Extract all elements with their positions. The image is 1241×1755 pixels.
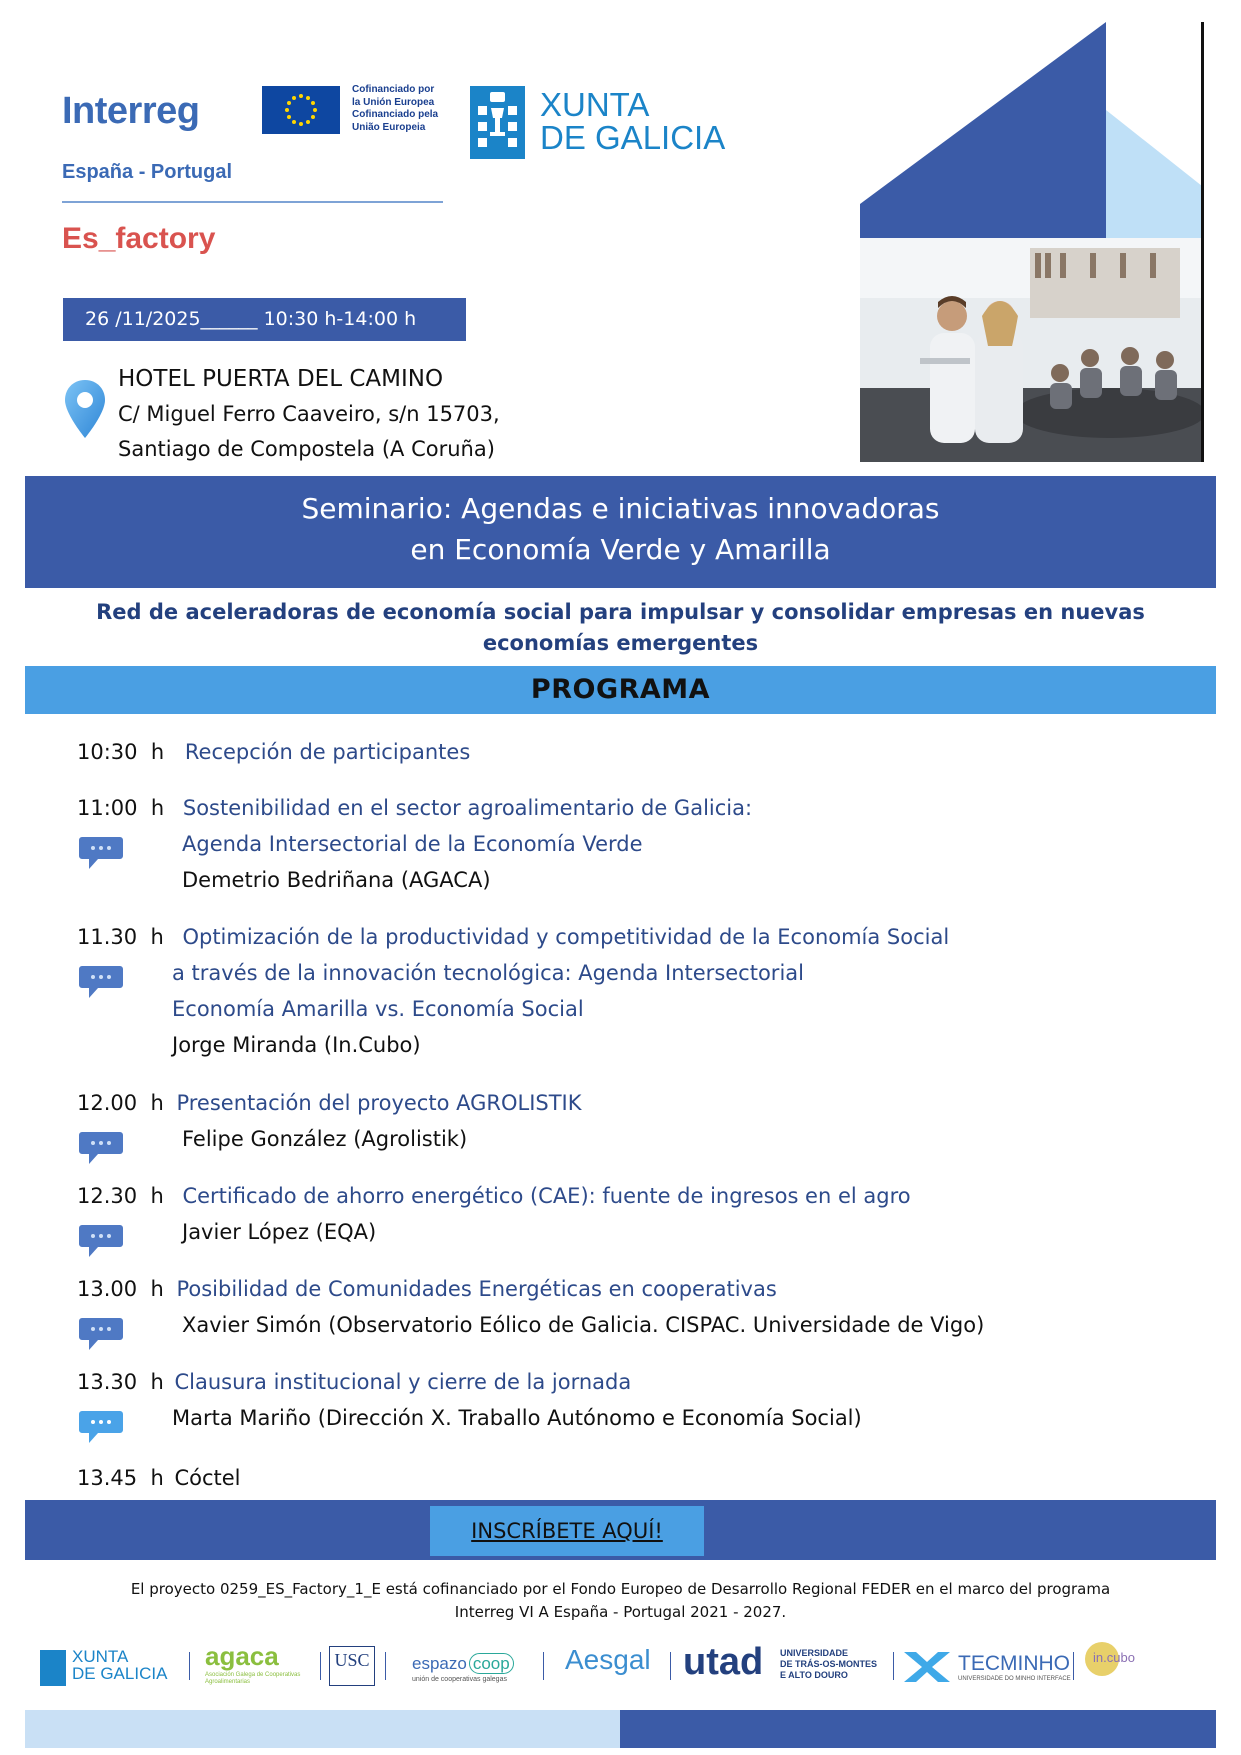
cofinanced-line: Cofinanciado pela <box>352 109 439 120</box>
speech-bubble-icon <box>78 964 124 1004</box>
program-speaker: Demetrio Bedriñana (AGACA) <box>182 868 491 892</box>
divider <box>1201 22 1204 462</box>
incubo-logo: in.cubo <box>1093 1650 1135 1665</box>
program-title: Economía Amarilla vs. Economía Social <box>172 997 584 1021</box>
speech-bubble-icon <box>78 1130 124 1170</box>
interreg-region: España - Portugal <box>62 161 233 183</box>
program-item <box>77 793 752 823</box>
program-item <box>77 1463 241 1493</box>
subtitle-line: economías emergentes <box>482 631 759 655</box>
interreg-logo: Interreg <box>62 90 200 132</box>
xunta-logo-text <box>540 88 725 154</box>
xunta-line: DE GALICIA <box>540 119 726 156</box>
cofinanced-text <box>352 84 462 134</box>
venue-block <box>118 362 500 467</box>
program-title: Sostenibilidad en el sector agroalimentario de Galicia: <box>182 796 753 820</box>
divider <box>1073 1652 1074 1680</box>
aesgal-logo: Aesgal <box>565 1644 651 1675</box>
agaca-subtitle: Asociación Galega de Cooperativas Agroalimentarias <box>205 1672 301 1685</box>
program-title: Clausura institucional y cierre de la jornada <box>174 1370 632 1394</box>
program-time: 13.30 h <box>77 1370 164 1394</box>
divider <box>62 201 443 203</box>
funding-note-line: El proyecto 0259_ES_Factory_1_E está cofinanciado por el Fondo Europeo de Desarrollo Regional FEDER en el marco del programa <box>130 1580 1111 1598</box>
venue-address-line: C/ Miguel Ferro Caaveiro, s/n 15703, <box>118 402 500 426</box>
tecminho-subtitle: UNIVERSIDADE DO MINHO INTERFACE <box>958 1676 1071 1682</box>
program-title: Optimización de la productividad y competitividad de la Economía Social <box>182 925 950 949</box>
divider <box>189 1652 190 1680</box>
program-item <box>77 1274 777 1304</box>
program-title: Certificado de ahorro energético (CAE): fuente de ingresos en el agro <box>182 1184 911 1208</box>
utad-logo: utad <box>683 1641 764 1683</box>
program-item <box>77 922 949 952</box>
tecminho-icon <box>902 1650 952 1689</box>
program-title: Agenda Intersectorial de la Economía Verde <box>182 832 643 856</box>
tecminho-logo: TECMINHO <box>958 1652 1070 1675</box>
program-title: Presentación del proyecto AGROLISTIK <box>176 1091 582 1115</box>
utad-subtitle <box>780 1648 877 1681</box>
espazo-coop-logo <box>412 1654 514 1674</box>
program-time: 13.00 h <box>77 1277 164 1301</box>
espazo-text: espazo <box>412 1654 467 1673</box>
footer-bar-dark <box>620 1710 1216 1748</box>
espazo-subtitle: unión de cooperativas galegas <box>412 1676 507 1683</box>
register-button[interactable]: INSCRÍBETE AQUÍ! <box>430 1506 704 1556</box>
footer-bar-light <box>25 1710 620 1748</box>
divider <box>543 1652 544 1680</box>
program-time: 12.00 h <box>77 1091 164 1115</box>
program-title: a través de la innovación tecnológica: Agenda Intersectorial <box>172 961 804 985</box>
utad-line: E ALTO DOURO <box>780 1670 848 1680</box>
program-item <box>77 1181 911 1211</box>
agaca-logo: agaca <box>205 1641 279 1671</box>
program-item <box>77 1367 631 1397</box>
program-speaker: Felipe González (Agrolistik) <box>182 1127 468 1151</box>
program-time: 13.45 h <box>77 1466 164 1490</box>
cofinanced-line: União Europeia <box>352 121 426 133</box>
venue-address-line: Santiago de Compostela (A Coruña) <box>118 437 495 461</box>
speech-bubble-icon <box>78 1409 124 1449</box>
program-speaker: Marta Mariño (Dirección X. Traballo Autónomo e Economía Social) <box>172 1406 862 1430</box>
partner-logos <box>40 1642 1200 1692</box>
funding-note-line: Interreg VI A España - Portugal 2021 - 2027. <box>454 1603 787 1621</box>
coop-text: coop <box>469 1653 514 1674</box>
divider <box>893 1652 894 1680</box>
xunta-shield-icon <box>470 86 525 159</box>
speech-bubble-icon <box>78 835 124 875</box>
program-time: 12.30 h <box>77 1184 164 1208</box>
funding-note <box>25 1578 1216 1624</box>
usc-logo: USC <box>329 1646 375 1686</box>
divider <box>670 1652 671 1680</box>
team-photo <box>860 238 1203 462</box>
divider <box>320 1652 321 1680</box>
speech-bubble-icon <box>78 1316 124 1356</box>
date-time-box: 26 /11/2025______ 10:30 h-14:00 h <box>63 298 466 341</box>
program-title: Recepción de participantes <box>184 740 471 764</box>
xunta-line: XUNTA <box>540 86 650 123</box>
subtitle <box>25 597 1216 659</box>
eu-flag-icon <box>262 86 340 134</box>
xunta-logo-small <box>72 1648 167 1682</box>
program-speaker: Xavier Simón (Observatorio Eólico de Galicia. CISPAC. Universidade de Vigo) <box>182 1313 985 1337</box>
xunta-shield-icon <box>40 1650 66 1686</box>
program-time: 10:30 h <box>77 740 165 764</box>
seminar-title-banner <box>25 476 1216 588</box>
program-time: 11:00 h <box>77 796 165 820</box>
divider <box>385 1652 386 1680</box>
xunta-line: DE GALICIA <box>72 1664 168 1683</box>
seminar-title-line: en Economía Verde y Amarilla <box>410 533 831 566</box>
venue-name: HOTEL PUERTA DEL CAMINO <box>118 366 444 392</box>
project-logo: Es_factory <box>62 222 216 255</box>
program-title: Posibilidad de Comunidades Energéticas en cooperativas <box>176 1277 777 1301</box>
seminar-title-line: Seminario: Agendas e iniciativas innovadoras <box>301 492 940 525</box>
program-item <box>77 1088 582 1118</box>
cofinanced-line: la Unión Europea <box>352 96 435 108</box>
program-speaker: Javier López (EQA) <box>182 1220 377 1244</box>
program-speaker: Jorge Miranda (In.Cubo) <box>172 1033 421 1057</box>
location-pin-icon <box>62 378 108 440</box>
utad-line: DE TRÁS-OS-MONTES <box>780 1659 878 1669</box>
xunta-line: XUNTA <box>72 1647 129 1666</box>
utad-line: UNIVERSIDADE <box>780 1648 849 1658</box>
cofinanced-line: Cofinanciado por <box>352 84 435 95</box>
program-item <box>77 737 470 767</box>
subtitle-line: Red de aceleradoras de economía social para impulsar y consolidar empresas en nuevas <box>96 600 1145 624</box>
speech-bubble-icon <box>78 1223 124 1263</box>
program-title: Cóctel <box>174 1466 241 1490</box>
program-time: 11.30 h <box>77 925 164 949</box>
programa-heading: PROGRAMA <box>25 666 1216 714</box>
